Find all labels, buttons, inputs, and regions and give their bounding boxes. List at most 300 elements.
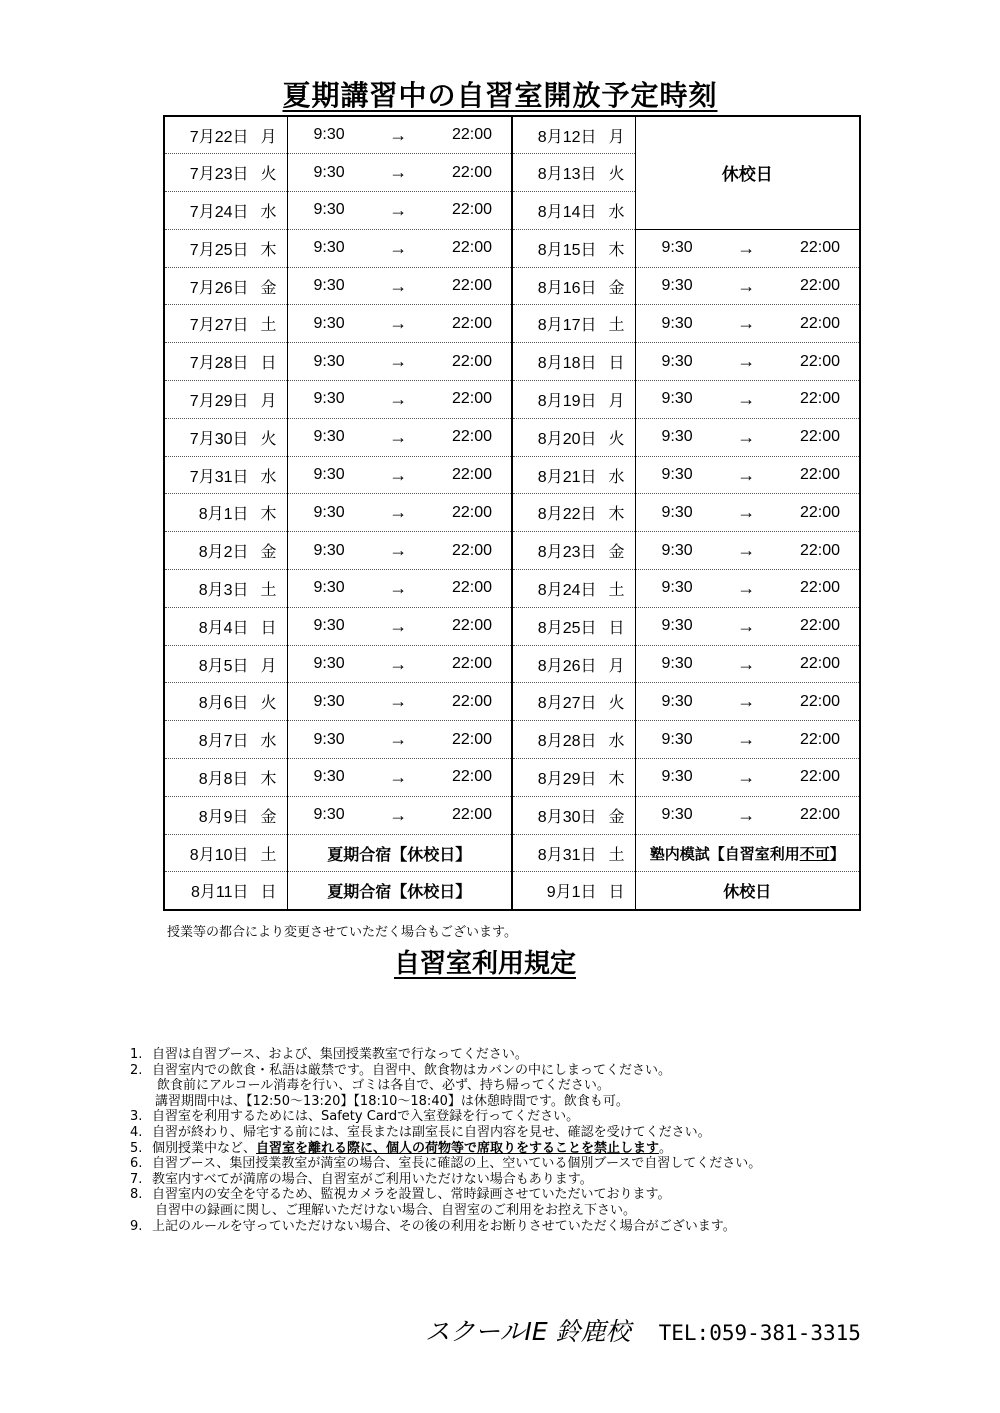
close-time: 22:00 — [799, 466, 840, 484]
table-row — [164, 418, 860, 456]
time-range — [288, 313, 512, 334]
rule-continuation: 飲食前にアルコール消毒を行い、ゴミは各自で、必ず、持ち帰ってください。 — [157, 1078, 610, 1094]
date-cell — [164, 192, 287, 230]
hours-cell — [287, 305, 512, 343]
weekday-text: 土 — [260, 317, 277, 335]
date-cell — [512, 192, 635, 230]
weekday-text: 水 — [260, 203, 277, 221]
date-cell — [512, 494, 635, 532]
time-range — [288, 276, 512, 297]
hours-cell — [287, 607, 512, 645]
time-range — [636, 691, 860, 712]
date-cell — [164, 267, 287, 305]
time-range — [288, 465, 512, 486]
hours-cell — [287, 759, 512, 797]
arrow-icon: → — [737, 766, 756, 787]
close-time: 22:00 — [451, 692, 492, 710]
table-row — [164, 796, 860, 834]
open-time: 9:30 — [313, 352, 345, 370]
rule-item: 1. 自習は自習ブース、および、集団授業教室で行なってください。 — [130, 1047, 528, 1062]
arrow-icon: → — [737, 577, 756, 598]
weekday-text: 金 — [260, 544, 277, 562]
table-row — [164, 532, 860, 570]
open-time: 9:30 — [661, 806, 693, 824]
weekday-text: 水 — [608, 733, 625, 751]
time-range — [636, 540, 860, 561]
rule-item: 2. 自習室内での飲食・私語は厳禁です。自習中、飲食物はカバンの中にしまってください。 — [130, 1062, 671, 1078]
time-range — [636, 729, 860, 750]
close-time: 22:00 — [799, 617, 840, 635]
arrow-icon: → — [389, 804, 408, 825]
close-time: 22:00 — [451, 352, 492, 370]
weekday-text: 木 — [260, 506, 277, 524]
hours-cell — [635, 456, 860, 494]
time-range — [288, 654, 512, 675]
open-time: 9:30 — [313, 541, 345, 559]
arrow-icon: → — [737, 464, 756, 485]
hours-cell — [287, 721, 512, 759]
date-text: 8月12日 — [537, 128, 597, 146]
open-time: 9:30 — [313, 390, 345, 408]
date-cell — [512, 570, 635, 608]
date-cell — [164, 683, 287, 721]
table-row — [164, 494, 860, 532]
hours-cell — [287, 834, 512, 872]
date-cell — [164, 834, 287, 872]
table-row — [164, 456, 860, 494]
open-time: 9:30 — [661, 730, 693, 748]
time-range — [636, 767, 860, 788]
date-text: 7月22日 — [189, 128, 249, 146]
arrow-icon: → — [737, 388, 756, 409]
date-cell — [164, 721, 287, 759]
date-cell — [164, 418, 287, 456]
hours-cell — [287, 645, 512, 683]
time-range — [636, 805, 860, 826]
hours-cell — [287, 229, 512, 267]
close-time: 22:00 — [451, 730, 492, 748]
time-range — [636, 465, 860, 486]
open-time: 9:30 — [313, 277, 345, 295]
time-range — [636, 276, 860, 297]
time-range — [636, 238, 860, 259]
date-cell — [164, 645, 287, 683]
weekday-text: 木 — [260, 770, 277, 788]
date-cell — [512, 154, 635, 192]
footer — [425, 1312, 861, 1348]
date-text: 7月25日 — [189, 241, 249, 259]
date-text: 8月7日 — [198, 733, 249, 751]
date-cell — [164, 305, 287, 343]
time-range — [288, 767, 512, 788]
date-text: 8月3日 — [198, 581, 249, 599]
weekday-text: 金 — [260, 279, 277, 297]
hours-cell — [635, 532, 860, 570]
date-cell — [164, 494, 287, 532]
arrow-icon: → — [737, 275, 756, 296]
arrow-icon: → — [389, 766, 408, 787]
open-time: 9:30 — [661, 692, 693, 710]
date-text: 7月31日 — [189, 468, 249, 486]
date-text: 8月28日 — [537, 733, 597, 751]
open-time: 9:30 — [661, 579, 693, 597]
open-time: 9:30 — [661, 390, 693, 408]
date-cell — [512, 796, 635, 834]
table-row — [164, 267, 860, 305]
date-text: 8月27日 — [537, 695, 597, 713]
table-row — [164, 721, 860, 759]
date-text: 8月10日 — [189, 846, 249, 864]
schedule-table — [163, 115, 861, 911]
time-range — [288, 805, 512, 826]
hours-cell — [287, 683, 512, 721]
open-time: 9:30 — [313, 314, 345, 332]
table-row — [164, 116, 860, 154]
weekday-text: 金 — [608, 544, 625, 562]
weekday-text: 月 — [260, 392, 277, 410]
date-text: 8月5日 — [198, 657, 249, 675]
weekday-text: 水 — [260, 468, 277, 486]
weekday-text: 土 — [260, 846, 277, 864]
date-text: 8月1日 — [198, 506, 249, 524]
date-cell — [512, 645, 635, 683]
hours-cell — [635, 229, 860, 267]
date-text: 8月15日 — [537, 241, 597, 259]
weekday-text: 木 — [260, 241, 277, 259]
date-text: 8月24日 — [537, 581, 597, 599]
open-time: 9:30 — [313, 163, 345, 181]
hours-cell — [635, 607, 860, 645]
arrow-icon: → — [737, 426, 756, 447]
table-row — [164, 872, 860, 910]
weekday-text: 木 — [608, 770, 625, 788]
date-text: 8月18日 — [537, 355, 597, 373]
date-cell — [164, 607, 287, 645]
close-time: 22:00 — [451, 768, 492, 786]
date-cell — [512, 607, 635, 645]
phone-number: TEL:059-381-3315 — [658, 1321, 861, 1345]
close-time: 22:00 — [799, 352, 840, 370]
time-range — [288, 540, 512, 561]
arrow-icon: → — [389, 577, 408, 598]
date-text: 8月31日 — [537, 846, 597, 864]
time-range — [288, 691, 512, 712]
time-range — [636, 389, 860, 410]
arrow-icon: → — [389, 237, 408, 258]
close-time: 22:00 — [451, 314, 492, 332]
open-time: 9:30 — [661, 541, 693, 559]
arrow-icon: → — [737, 540, 756, 561]
note-text: 塾内模試【自習室利用 — [649, 845, 800, 863]
hours-cell — [635, 796, 860, 834]
time-range — [288, 729, 512, 750]
arrow-icon: → — [737, 804, 756, 825]
open-time: 9:30 — [313, 503, 345, 521]
weekday-text: 土 — [260, 581, 277, 599]
weekday-text: 水 — [260, 733, 277, 751]
arrow-icon: → — [389, 388, 408, 409]
arrow-icon: → — [389, 162, 408, 183]
date-text: 8月9日 — [198, 808, 249, 826]
close-time: 22:00 — [451, 579, 492, 597]
hours-cell — [635, 343, 860, 381]
arrow-icon: → — [389, 691, 408, 712]
table-row — [164, 607, 860, 645]
close-time: 22:00 — [451, 277, 492, 295]
closed-block: 休校日 — [635, 116, 860, 229]
close-time: 22:00 — [799, 503, 840, 521]
date-cell — [512, 229, 635, 267]
close-time: 22:00 — [799, 655, 840, 673]
date-cell — [512, 343, 635, 381]
hours-cell — [635, 381, 860, 419]
weekday-text: 水 — [608, 468, 625, 486]
date-cell — [164, 116, 287, 154]
table-row — [164, 343, 860, 381]
close-time: 22:00 — [451, 239, 492, 257]
weekday-text: 月 — [260, 128, 277, 146]
date-text: 8月19日 — [537, 392, 597, 410]
closed-note: 夏期合宿【休校日】 — [327, 884, 472, 902]
weekday-text: 月 — [608, 392, 625, 410]
arrow-icon: → — [737, 351, 756, 372]
arrow-icon: → — [389, 540, 408, 561]
weekday-text: 水 — [608, 203, 625, 221]
weekday-text: 木 — [608, 241, 625, 259]
rule-item: 5. 個別授業中など、自習室を離れる際に、個人の荷物等で席取りをすることを禁止します。 — [130, 1140, 673, 1156]
rules-list — [130, 1047, 890, 1234]
weekday-text: 金 — [608, 808, 625, 826]
weekday-text: 火 — [608, 166, 625, 184]
table-row — [164, 683, 860, 721]
close-time: 22:00 — [451, 466, 492, 484]
weekday-text: 木 — [608, 506, 625, 524]
time-range — [636, 502, 860, 523]
date-text: 7月30日 — [189, 430, 249, 448]
weekday-text: 日 — [260, 619, 277, 637]
open-time: 9:30 — [661, 466, 693, 484]
open-time: 9:30 — [661, 277, 693, 295]
date-cell — [512, 721, 635, 759]
date-text: 7月23日 — [189, 166, 249, 184]
arrow-icon: → — [389, 275, 408, 296]
arrow-icon: → — [737, 691, 756, 712]
open-time: 9:30 — [313, 617, 345, 635]
weekday-text: 火 — [260, 166, 277, 184]
close-time: 22:00 — [451, 390, 492, 408]
time-range — [288, 238, 512, 259]
date-text: 8月6日 — [198, 695, 249, 713]
hours-cell — [635, 267, 860, 305]
hours-cell — [635, 418, 860, 456]
date-text: 8月4日 — [198, 619, 249, 637]
date-cell — [164, 154, 287, 192]
close-time: 22:00 — [799, 314, 840, 332]
hours-cell — [287, 570, 512, 608]
page-title: 夏期講習中の自習室開放予定時刻 — [282, 79, 718, 112]
arrow-icon: → — [389, 653, 408, 674]
date-text: 8月26日 — [537, 657, 597, 675]
date-cell — [512, 834, 635, 872]
date-cell — [512, 456, 635, 494]
weekday-text: 月 — [260, 657, 277, 675]
date-cell — [164, 229, 287, 267]
hours-cell — [635, 305, 860, 343]
hours-cell — [287, 494, 512, 532]
open-time: 9:30 — [313, 655, 345, 673]
hours-cell — [287, 456, 512, 494]
hours-cell — [287, 796, 512, 834]
time-range — [288, 502, 512, 523]
open-time: 9:30 — [661, 768, 693, 786]
close-time: 22:00 — [799, 579, 840, 597]
close-time: 22:00 — [799, 390, 840, 408]
arrow-icon: → — [389, 124, 408, 145]
date-text: 8月20日 — [537, 430, 597, 448]
date-text: 8月21日 — [537, 468, 597, 486]
weekday-text: 日 — [260, 884, 277, 902]
date-text: 8月14日 — [537, 203, 597, 221]
time-range — [288, 125, 512, 146]
open-time: 9:30 — [313, 806, 345, 824]
weekday-text: 土 — [608, 581, 625, 599]
closed-note: 休校日 — [723, 884, 772, 902]
open-time: 9:30 — [661, 617, 693, 635]
weekday-text: 日 — [260, 355, 277, 373]
table-row — [164, 570, 860, 608]
time-range — [636, 654, 860, 675]
time-range — [288, 351, 512, 372]
hours-cell — [287, 192, 512, 230]
date-text: 8月2日 — [198, 544, 249, 562]
open-time: 9:30 — [661, 428, 693, 446]
date-text: 8月17日 — [537, 317, 597, 335]
date-text: 9月1日 — [546, 884, 597, 902]
date-cell — [512, 305, 635, 343]
date-cell — [164, 570, 287, 608]
date-text: 7月29日 — [189, 392, 249, 410]
time-range — [288, 162, 512, 183]
arrow-icon: → — [389, 313, 408, 334]
date-cell — [512, 532, 635, 570]
open-time: 9:30 — [313, 466, 345, 484]
hours-cell — [287, 343, 512, 381]
hours-cell — [287, 872, 512, 910]
weekday-text: 土 — [608, 317, 625, 335]
school-name: スクールIE 鈴鹿校 — [425, 1317, 631, 1346]
weekday-text: 日 — [608, 355, 625, 373]
date-text: 7月24日 — [189, 203, 249, 221]
table-row — [164, 834, 860, 872]
table-row — [164, 381, 860, 419]
hours-cell — [287, 154, 512, 192]
date-text: 8月23日 — [537, 544, 597, 562]
close-time: 22:00 — [451, 617, 492, 635]
close-time: 22:00 — [451, 655, 492, 673]
date-cell — [512, 116, 635, 154]
open-time: 9:30 — [313, 201, 345, 219]
hours-cell — [635, 683, 860, 721]
rule-item: 6. 自習ブース、集団授業教室が満室の場合、室長に確認の上、空いている個別ブースで自習してください。 — [130, 1156, 762, 1172]
close-time: 22:00 — [799, 806, 840, 824]
table-row — [164, 229, 860, 267]
open-time: 9:30 — [313, 239, 345, 257]
close-time: 22:00 — [799, 692, 840, 710]
hours-cell — [635, 834, 860, 872]
date-cell — [164, 872, 287, 910]
rule-item: 7. 教室内すべてが満席の場合、自習室がご利用いただけない場合もあります。 — [130, 1171, 593, 1187]
close-time: 22:00 — [799, 541, 840, 559]
date-cell — [512, 381, 635, 419]
weekday-text: 火 — [608, 695, 625, 713]
open-time: 9:30 — [313, 126, 345, 144]
time-range — [288, 389, 512, 410]
hours-cell — [635, 570, 860, 608]
close-time: 22:00 — [451, 541, 492, 559]
time-range — [288, 200, 512, 221]
closed-note: 夏期合宿【休校日】 — [327, 846, 472, 864]
arrow-icon: → — [389, 464, 408, 485]
arrow-icon: → — [737, 502, 756, 523]
hours-cell — [287, 267, 512, 305]
arrow-icon: → — [389, 426, 408, 447]
weekday-text: 火 — [608, 430, 625, 448]
date-text: 8月22日 — [537, 506, 597, 524]
hours-cell — [635, 645, 860, 683]
arrow-icon: → — [389, 199, 408, 220]
open-time: 9:30 — [661, 655, 693, 673]
close-time: 22:00 — [451, 806, 492, 824]
rule-item: 3. 自習室を利用するためには、Safety Cardで入室登録を行ってください。 — [130, 1109, 580, 1125]
open-time: 9:30 — [661, 503, 693, 521]
open-time: 9:30 — [313, 730, 345, 748]
rule-continuation: 自習中の録画に関し、ご理解いただけない場合、自習室のご利用をお控え下さい。 — [155, 1202, 637, 1218]
hours-cell — [287, 532, 512, 570]
hours-cell — [635, 759, 860, 797]
date-text: 8月25日 — [537, 619, 597, 637]
hours-cell — [635, 494, 860, 532]
date-cell — [164, 759, 287, 797]
date-cell — [512, 683, 635, 721]
arrow-icon: → — [737, 313, 756, 334]
weekday-text: 日 — [608, 884, 625, 902]
date-text: 8月30日 — [537, 808, 597, 826]
open-time: 9:30 — [313, 692, 345, 710]
table-row — [164, 645, 860, 683]
open-time: 9:30 — [661, 352, 693, 370]
date-cell — [164, 343, 287, 381]
date-cell — [512, 418, 635, 456]
close-time: 22:00 — [451, 428, 492, 446]
date-text: 8月8日 — [198, 770, 249, 788]
hours-cell — [635, 872, 860, 910]
open-time: 9:30 — [313, 428, 345, 446]
date-text: 7月26日 — [189, 279, 249, 297]
arrow-icon: → — [389, 615, 408, 636]
weekday-text: 月 — [608, 657, 625, 675]
time-range — [288, 578, 512, 599]
date-text: 8月29日 — [537, 770, 597, 788]
close-time: 22:00 — [799, 730, 840, 748]
close-time: 22:00 — [799, 277, 840, 295]
open-time: 9:30 — [661, 239, 693, 257]
rule-continuation: 講習期間中は、【12:50～13:20】【18:10～18:40】は休憩時間です。飲食も可。 — [155, 1093, 629, 1109]
weekday-text: 土 — [608, 846, 625, 864]
hours-cell — [287, 116, 512, 154]
rule-item: 4. 自習が終わり、帰宅する前には、室長または副室長に自習内容を見せ、確認を受けてください。 — [130, 1124, 711, 1140]
date-cell — [512, 267, 635, 305]
date-cell — [164, 532, 287, 570]
